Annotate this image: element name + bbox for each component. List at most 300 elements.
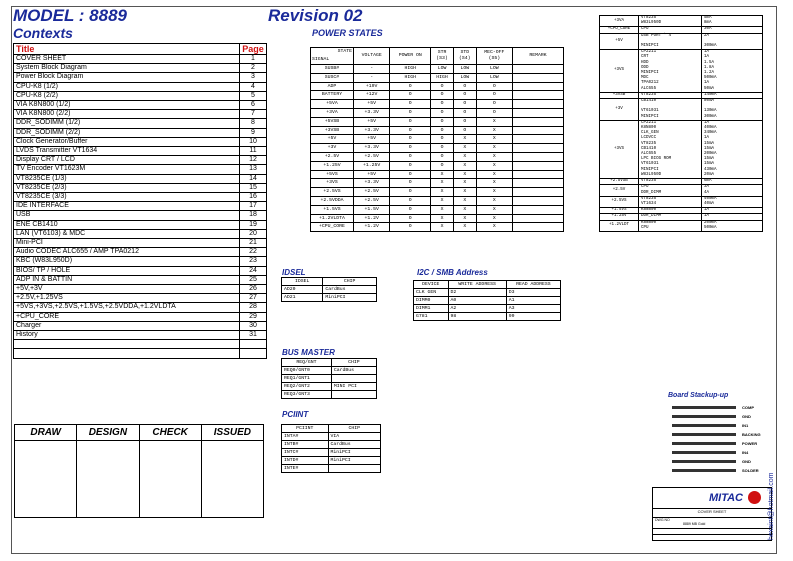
table-row — [14, 248, 267, 257]
i2c-cell: G781 — [414, 313, 449, 321]
power-header-signal: SIGNAL — [312, 57, 330, 62]
table-row — [14, 285, 267, 294]
power-state-cell: SUSC# — [311, 73, 354, 82]
contents-page-cell: 20 — [240, 229, 267, 238]
contents-title-cell — [14, 340, 240, 349]
table-row — [14, 349, 267, 358]
contents-title-cell — [14, 349, 240, 358]
power-header-power-on: POWER ON — [390, 48, 431, 65]
budget-device-cell: VT8235 — [639, 179, 702, 185]
power-state-cell: +1.2VLDTA — [311, 214, 354, 223]
budget-rail-cell: +3V — [600, 99, 639, 121]
table-row — [600, 120, 763, 178]
power-state-cell: X — [453, 188, 476, 197]
pciint-cell: INTD# — [282, 457, 329, 465]
power-state-cell: O — [453, 91, 476, 100]
power-state-cell: X — [476, 144, 512, 153]
mitac-logo: MITAC — [708, 492, 743, 504]
power-state-cell: X — [453, 179, 476, 188]
draw-cell — [15, 441, 77, 518]
pciint-cell: MiniPCI — [328, 457, 381, 465]
table-row — [600, 196, 763, 207]
stackup-layer-label: IN1 — [742, 423, 749, 428]
power-state-cell: +1.25V — [354, 161, 390, 170]
power-header-state-signal — [311, 48, 354, 65]
power-state-cell: X — [453, 152, 476, 161]
power-state-cell: O — [390, 179, 431, 188]
contents-page-cell — [240, 340, 267, 349]
power-remark-cell — [513, 126, 564, 135]
budget-current-cell: 6mA — [702, 179, 763, 185]
table-row — [311, 161, 564, 170]
budget-rail-cell: +3VA — [600, 16, 639, 27]
contents-title-cell: DDR_SODIMM (2/2) — [14, 128, 240, 137]
idsel-header-cell: CHIP — [323, 278, 377, 286]
power-state-cell: HIGH — [390, 65, 431, 74]
power-state-cell: O — [390, 91, 431, 100]
i2c-cell: D2 — [448, 289, 506, 297]
table-row — [282, 294, 377, 302]
pciint-cell: INTB# — [282, 441, 329, 449]
contents-page-cell: 10 — [240, 137, 267, 146]
budget-current-cell: 2A 300mA — [702, 33, 763, 50]
power-state-cell: +19V — [354, 82, 390, 91]
bus-master-table — [281, 358, 377, 399]
bus-master-cell: MINI PCI — [331, 383, 376, 391]
bus-master-title: BUS MASTER — [282, 348, 335, 357]
power-state-cell: X — [431, 188, 454, 197]
table-row — [14, 55, 267, 64]
contents-page-cell: 27 — [240, 294, 267, 303]
table-row — [14, 110, 267, 119]
table-row — [600, 220, 763, 231]
power-state-cell: X — [431, 223, 454, 232]
power-state-cell: +1.2V — [354, 223, 390, 232]
table-row — [311, 170, 564, 179]
contents-title-cell: +CPU_CORE — [14, 312, 240, 321]
table-row — [311, 126, 564, 135]
pciint-cell: VIA — [328, 433, 381, 441]
power-state-cell: +3VSB — [311, 126, 354, 135]
stackup-layer-label: IN4 — [742, 450, 749, 455]
power-state-cell: ADP — [311, 82, 354, 91]
power-remark-cell — [513, 65, 564, 74]
power-states-table — [310, 47, 564, 232]
power-state-cell: - — [354, 65, 390, 74]
power-header-std: STD (S4) — [453, 48, 476, 65]
power-state-cell: +5VSB — [311, 117, 354, 126]
budget-device-cell: CP2211 CRT HDD ODD MINIPCI MDC TPA0212 ALC655 — [639, 50, 702, 93]
power-state-cell: +2.5VS — [311, 188, 354, 197]
table-row — [14, 91, 267, 100]
table-row — [14, 165, 267, 174]
table-row — [311, 223, 564, 232]
power-state-cell: X — [431, 214, 454, 223]
power-state-cell: - — [354, 73, 390, 82]
bus-master-header-row — [282, 359, 377, 367]
design-cell — [77, 441, 139, 518]
stackup-layer — [672, 469, 736, 472]
power-state-cell: X — [431, 196, 454, 205]
power-state-cell: X — [431, 205, 454, 214]
table-row — [14, 156, 267, 165]
budget-device-cell: VT8235 VT1634 — [639, 196, 702, 207]
power-state-cell: BATTERY — [311, 91, 354, 100]
table-row — [282, 465, 381, 473]
power-state-cell: X — [476, 117, 512, 126]
table-row — [14, 229, 267, 238]
bus-master-cell: REQ2/GNT2 — [282, 383, 332, 391]
bus-master-cell — [331, 375, 376, 383]
pciint-cell: CardBus — [328, 441, 381, 449]
power-state-cell: X — [476, 152, 512, 161]
contents-page-cell: 4 — [240, 82, 267, 91]
idsel-table — [281, 277, 377, 302]
budget-device-cell: USB PORT * 4 MINIPCI — [639, 33, 702, 50]
model-code: 8889 MB Gold — [683, 522, 706, 526]
contents-title-cell: VT8235CE (3/3) — [14, 193, 240, 202]
power-remark-cell — [513, 161, 564, 170]
budget-current-cell: 1A 1A 1.5A 1.8A 1.2A 500mA 1A 50mA — [702, 50, 763, 93]
idsel-cell: AD21 — [282, 294, 323, 302]
power-header-mec-off: MEC-OFF (S5) — [476, 48, 512, 65]
issued-label: ISSUED — [201, 425, 263, 441]
power-state-cell: O — [390, 152, 431, 161]
table-row — [14, 202, 267, 211]
stackup-layer-label: POWER — [742, 441, 758, 446]
pciint-header-cell: CHIP — [328, 425, 381, 433]
bus-master-cell: CardBus — [331, 367, 376, 375]
table-row — [14, 294, 267, 303]
power-state-cell: X — [476, 223, 512, 232]
idsel-cell: AD20 — [282, 286, 323, 294]
power-state-cell: O — [453, 108, 476, 117]
power-state-cell: X — [453, 223, 476, 232]
contents-title-cell: LVDS Transmitter VT1634 — [14, 147, 240, 156]
power-state-cell: HIGH — [390, 73, 431, 82]
table-row — [311, 188, 564, 197]
budget-device-cell: DDR_DIMM — [639, 214, 702, 220]
table-row — [14, 331, 267, 340]
budget-current-cell: 200mA 500mA — [702, 220, 763, 231]
draw-label: DRAW — [15, 425, 77, 441]
table-row — [14, 73, 267, 82]
stackup-layer — [672, 451, 736, 454]
contents-page-cell: 12 — [240, 156, 267, 165]
contents-page-cell: 16 — [240, 193, 267, 202]
contents-title-cell: Mini-PCI — [14, 239, 240, 248]
power-state-cell: LOW — [453, 73, 476, 82]
power-state-cell: O — [390, 161, 431, 170]
power-state-cell: SUSB# — [311, 65, 354, 74]
table-row — [600, 33, 763, 50]
stackup-layer — [672, 424, 736, 427]
power-remark-cell — [513, 117, 564, 126]
table-row — [311, 135, 564, 144]
budget-rail-cell: +1.5VS — [600, 208, 639, 214]
budget-current-cell: 1A 400mA 340mA 1A 15mA 15mA 200mA 15mA 15mA 430mA 20mA — [702, 120, 763, 178]
table-row — [282, 383, 377, 391]
power-state-cell: +3V — [311, 144, 354, 153]
contents-title-cell: CPU-K8 (1/2) — [14, 82, 240, 91]
power-state-cell: O — [476, 91, 512, 100]
bus-master-cell: REQ0/GNT0 — [282, 367, 332, 375]
i2c-header-cell: DEVICE — [414, 281, 449, 289]
contents-page-cell: 19 — [240, 220, 267, 229]
table-row — [14, 101, 267, 110]
power-state-cell: O — [390, 144, 431, 153]
power-state-cell: +5VA — [311, 100, 354, 109]
power-state-cell: O — [390, 214, 431, 223]
power-state-cell: +3VS — [311, 179, 354, 188]
power-state-cell: X — [453, 196, 476, 205]
i2c-table — [413, 280, 561, 321]
contents-page-cell: 21 — [240, 239, 267, 248]
power-state-cell: O — [390, 108, 431, 117]
table-row — [311, 82, 564, 91]
i2c-cell: DIMM1 — [414, 305, 449, 313]
power-state-cell: O — [390, 196, 431, 205]
power-state-cell: X — [431, 170, 454, 179]
contents-title-cell: CPU-K8 (2/2) — [14, 91, 240, 100]
budget-rail-cell: +2.5V — [600, 185, 639, 196]
power-remark-cell — [513, 100, 564, 109]
table-row — [414, 289, 561, 297]
i2c-cell: D3 — [506, 289, 560, 297]
power-state-cell: O — [390, 117, 431, 126]
power-remark-cell — [513, 135, 564, 144]
budget-rail-cell: +2.5VS — [600, 196, 639, 207]
bus-master-header-cell: CHIP — [331, 359, 376, 367]
pciint-cell: MiniPCI — [328, 449, 381, 457]
power-state-cell: O — [431, 82, 454, 91]
contents-title-cell: KBC (W83L950D) — [14, 257, 240, 266]
contents-page-cell: 2 — [240, 64, 267, 73]
table-row — [14, 340, 267, 349]
table-row — [282, 441, 381, 449]
i2c-cell: A1 — [506, 297, 560, 305]
table-row — [311, 117, 564, 126]
power-state-cell: O — [431, 135, 454, 144]
i2c-header-cell: READ ADDRESS — [506, 281, 560, 289]
table-row — [282, 391, 377, 399]
budget-device-cell: VT8235 — [639, 92, 702, 98]
contents-title-cell: IDE INTERFACE — [14, 202, 240, 211]
budget-current-cell: 80mA 130mA 300mA — [702, 99, 763, 121]
budget-device-cell: CPU — [639, 27, 702, 33]
power-remark-cell — [513, 108, 564, 117]
i2c-title: I2C / SMB Address — [417, 268, 488, 277]
table-row — [311, 205, 564, 214]
contents-page-cell: 28 — [240, 303, 267, 312]
power-state-cell: X — [476, 161, 512, 170]
contents-page-cell: 23 — [240, 257, 267, 266]
table-row — [14, 211, 267, 220]
table-row — [282, 286, 377, 294]
bus-master-cell: REQ3/GNT3 — [282, 391, 332, 399]
power-state-cell: +3.3V — [354, 144, 390, 153]
power-state-cell: O — [431, 152, 454, 161]
power-remark-cell — [513, 144, 564, 153]
i2c-cell: DIMM0 — [414, 297, 449, 305]
power-remark-cell — [513, 188, 564, 197]
power-remark-cell — [513, 73, 564, 82]
contents-page-cell: 31 — [240, 331, 267, 340]
power-state-cell: +5V — [354, 100, 390, 109]
power-state-cell: O — [431, 100, 454, 109]
table-row — [311, 108, 564, 117]
table-row — [14, 220, 267, 229]
power-budget-table — [599, 15, 763, 232]
i2c-cell: CLK GEN — [414, 289, 449, 297]
side-email-text: hexaint@hotmail.com — [768, 472, 775, 540]
budget-device-cell: CB1410 VT61031 MINIPCI — [639, 99, 702, 121]
contents-page-cell: 13 — [240, 165, 267, 174]
power-state-cell: O — [390, 82, 431, 91]
budget-rail-cell: +3VS — [600, 120, 639, 178]
budget-device-cell: CPU DDR_DIMM — [639, 185, 702, 196]
revision-title: Revision 02 — [268, 6, 363, 25]
contents-table — [13, 43, 267, 359]
contents-title-cell: VIA K8N800 (1/2) — [14, 101, 240, 110]
title-block-row-2 — [653, 528, 771, 529]
power-state-cell: +1.5V — [354, 205, 390, 214]
power-state-cell: LOW — [431, 65, 454, 74]
power-remark-cell — [513, 82, 564, 91]
title-block-row-3 — [653, 534, 771, 535]
power-state-cell: O — [390, 135, 431, 144]
stackup-layer — [672, 415, 736, 418]
table-row — [311, 65, 564, 74]
power-state-cell: X — [476, 205, 512, 214]
power-state-cell: O — [431, 126, 454, 135]
check-label: CHECK — [139, 425, 201, 441]
power-state-cell: O — [453, 100, 476, 109]
power-state-cell: O — [476, 82, 512, 91]
table-row — [282, 433, 381, 441]
issued-cell — [201, 441, 263, 518]
power-state-cell: +5V — [354, 117, 390, 126]
contents-title-cell: VIA K8N800 (2/2) — [14, 110, 240, 119]
power-state-cell: X — [476, 170, 512, 179]
idsel-header-cell: IDSEL — [282, 278, 323, 286]
power-remark-cell — [513, 179, 564, 188]
power-state-cell: X — [476, 179, 512, 188]
power-state-cell: O — [453, 82, 476, 91]
stackup-layer — [672, 433, 736, 436]
power-state-cell: +3VA — [311, 108, 354, 117]
contents-page-cell: 9 — [240, 128, 267, 137]
contents-title-cell: Power Block Diagram — [14, 73, 240, 82]
pciint-cell: INTE# — [282, 465, 329, 473]
power-state-cell: O — [431, 91, 454, 100]
contents-page-cell: 22 — [240, 248, 267, 257]
i2c-cell: 99 — [506, 313, 560, 321]
power-remark-cell — [513, 91, 564, 100]
table-row — [600, 16, 763, 27]
power-state-cell: X — [476, 214, 512, 223]
contents-page-cell: 1 — [240, 55, 267, 64]
table-row — [14, 137, 267, 146]
contents-page-cell: 18 — [240, 211, 267, 220]
power-state-cell: X — [453, 205, 476, 214]
power-state-cell: O — [431, 108, 454, 117]
check-cell — [139, 441, 201, 518]
budget-rail-cell: +CPU_CORE — [600, 27, 639, 33]
idsel-cell: CardBus — [323, 286, 377, 294]
contents-page-cell: 5 — [240, 91, 267, 100]
table-row — [414, 297, 561, 305]
contents-page-cell: 25 — [240, 275, 267, 284]
budget-current-cell: 400mA 40mA — [702, 196, 763, 207]
contents-title-cell: DDR_SODIMM (1/2) — [14, 119, 240, 128]
contents-header-title: Title — [14, 44, 240, 55]
model-title: MODEL : 8889 — [13, 6, 128, 25]
stackup-layer — [672, 442, 736, 445]
contents-title-cell: LAN (VT6103) & MDC — [14, 229, 240, 238]
table-row — [311, 152, 564, 161]
i2c-header-row — [414, 281, 561, 289]
budget-current-cell: 140mA — [702, 92, 763, 98]
contents-title-cell: ADP IN & BATTIN — [14, 275, 240, 284]
power-state-cell: X — [453, 214, 476, 223]
table-row — [600, 185, 763, 196]
power-remark-cell — [513, 223, 564, 232]
stackup-layer-label: GND — [742, 414, 751, 419]
budget-rail-cell: +2.5VSB — [600, 179, 639, 185]
budget-current-cell: 30A — [702, 27, 763, 33]
stackup-layer-label: COMP — [742, 405, 754, 410]
power-state-cell: X — [476, 135, 512, 144]
power-state-cell: +5VS — [311, 170, 354, 179]
power-state-cell: +5V — [354, 170, 390, 179]
pciint-title: PCIINT — [282, 410, 309, 419]
i2c-cell: A2 — [448, 305, 506, 313]
contents-title-cell: System Block Diagram — [14, 64, 240, 73]
power-state-cell: O — [476, 108, 512, 117]
table-row — [14, 312, 267, 321]
power-state-cell: +5V — [354, 135, 390, 144]
sheet-name: COVER SHEET — [653, 508, 771, 514]
table-row — [14, 239, 267, 248]
contents-title-cell: +5V,+3V — [14, 285, 240, 294]
signoff-table — [14, 424, 264, 518]
power-states-title: POWER STATES — [312, 28, 383, 38]
contents-page-cell: 3 — [240, 73, 267, 82]
table-row — [14, 128, 267, 137]
power-state-cell: O — [431, 117, 454, 126]
table-row — [14, 266, 267, 275]
power-state-cell: LOW — [476, 73, 512, 82]
contents-title-cell: VT8235CE (1/3) — [14, 174, 240, 183]
title-block — [652, 487, 772, 541]
table-row — [282, 457, 381, 465]
budget-device-cell: CP2211 K8N800 CLK_GEN LCDVCC VT8235 CB1410 ALC655 LPC BIOS ROM VT61031 MINIPCI W83L950D — [639, 120, 702, 178]
budget-rail-cell: +1.2VLDT — [600, 220, 639, 231]
contents-page-cell: 7 — [240, 110, 267, 119]
power-state-cell: +3.3V — [354, 108, 390, 117]
table-row — [14, 193, 267, 202]
table-row — [14, 174, 267, 183]
table-row — [311, 196, 564, 205]
power-header-voltage: VOLTAGE — [354, 48, 390, 65]
table-row — [14, 275, 267, 284]
contents-title-cell: Clock Generator/Buffer — [14, 137, 240, 146]
power-state-cell: +CPU_CORE — [311, 223, 354, 232]
power-state-cell: +2.5VDDA — [311, 196, 354, 205]
budget-rail-cell: +3VS — [600, 50, 639, 93]
power-state-cell: LOW — [476, 65, 512, 74]
